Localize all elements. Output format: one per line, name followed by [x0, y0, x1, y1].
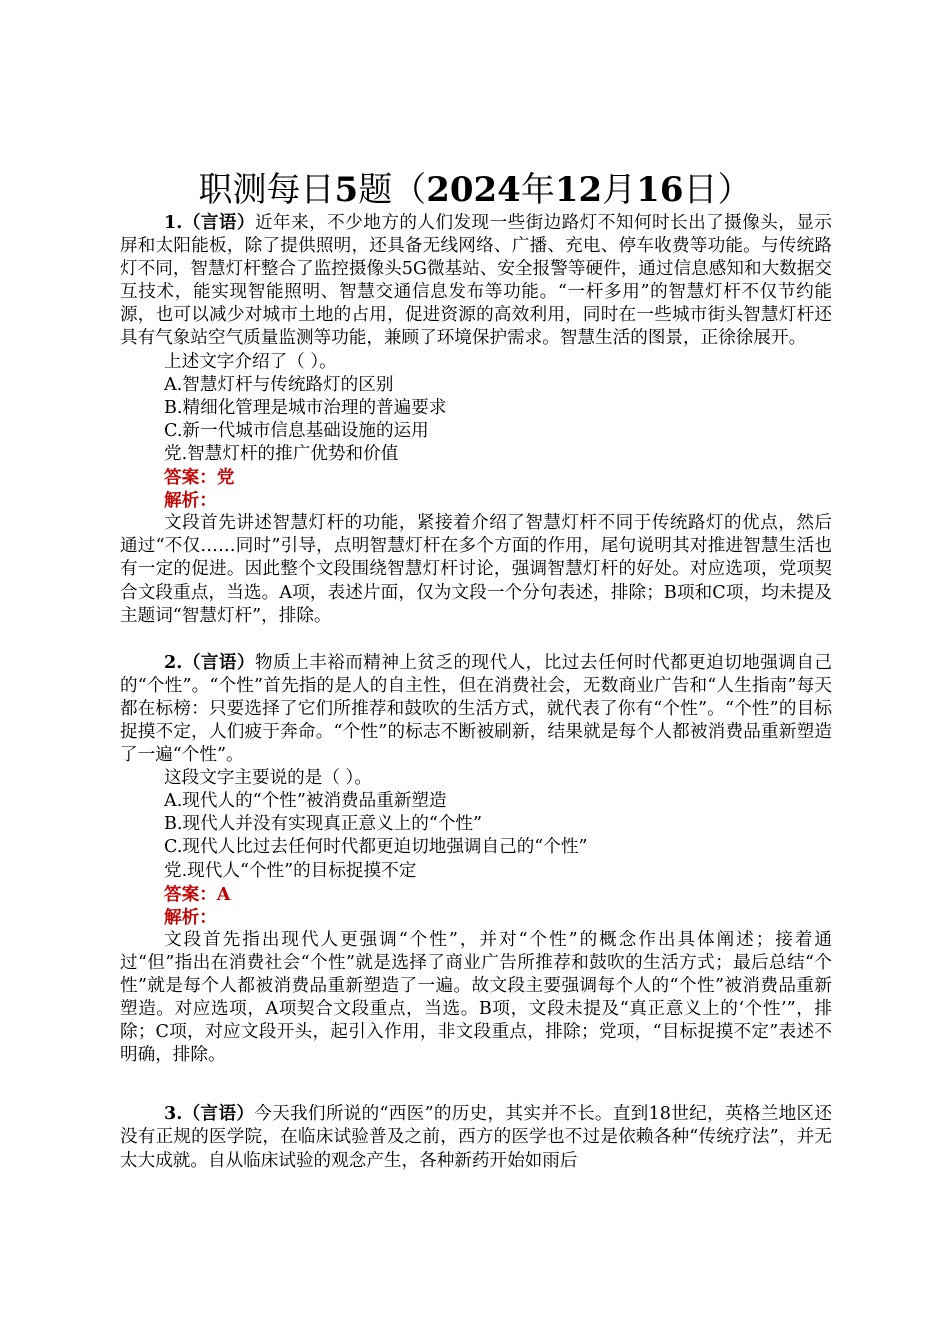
question-2-stem: [120, 651, 832, 767]
title-day: 16: [636, 170, 684, 210]
title-day-char: 日）: [683, 170, 752, 210]
question-3-text: 今天我们所说的“西医”的历史，其实并不长。直到18世纪，英格兰地区还没有正规的医学院，在临床试验普及之前，西方的医学也不过是依赖各种“传统疗法”，并无太大成就。自从临床试验的观念产生，各种新药开始如雨后: [120, 1104, 832, 1171]
question-3-stem: [120, 1102, 832, 1172]
question-2-option-a: A.现代人的“个性”被消费品重新塑造: [164, 791, 447, 812]
question-2-option-b: B.现代人并没有实现真正意义上的“个性”: [164, 814, 483, 835]
question-2-number: 2.（言语）: [164, 651, 255, 673]
question-1-answer: 答案：党: [164, 467, 235, 489]
question-2-option-d: 党.现代人“个性”的目标捉摸不定: [164, 860, 417, 881]
title-month-char: 月: [602, 170, 637, 210]
question-2-analysis: 文段首先指出现代人更强调“个性”，并对“个性”的概念作出具体阐述；接着通过“但”指出在消费社会“个性”就是选择了商业广告所推荐和鼓吹的生活方式；最后总结“个性”就是每个人都被消费品重新塑造了一遍。故文段主要强调每个人的“个性”被消费品重新塑造。对应选项，A项契合文段重点，当选。B项，文段未提及“真正意义上的‘个性’”，排除；C项，对应文段开头，起引入作用，非文段重点，排除；党项，“目标捉摸不定”表述不明确，排除。: [120, 929, 832, 1066]
question-1-prompt: 上述文字介绍了（ ）。: [164, 351, 337, 372]
question-1-option-b: B.精细化管理是城市治理的普遍要求: [164, 397, 447, 418]
title-mid: 题（: [358, 170, 427, 210]
title-year-char: 年: [520, 170, 555, 210]
questions-body: [120, 211, 832, 1173]
question-2-option-c: C.现代人比过去任何时代都更迫切地强调自己的“个性”: [164, 837, 588, 858]
question-1-analysis-label: 解析：: [164, 490, 217, 512]
question-1-option-c: C.新一代城市信息基础设施的运用: [164, 420, 429, 441]
question-1-stem: [120, 211, 832, 351]
question-1-text: 近年来，不少地方的人们发现一些街边路灯不知何时长出了摄像头，显示屏和太阳能板，除了提供照明，还具备无线网络、广播、充电、停车收费等功能。与传统路灯不同，智慧灯杆整合了监控摄像头5G微基站、安全报警等硬件，通过信息感知和大数据交互技术，能实现智能照明、智慧交通信息发布等功能。“一杆多用”的智慧灯杆不仅节约能源，也可以减少对城市土地的占用，促进资源的高效利用，同时在一些城市街头智慧灯杆还具有气象站空气质量监测等功能，兼顾了环境保护需求。智慧生活的图景，正徐徐展开。: [120, 213, 832, 349]
title-month: 12: [554, 170, 603, 210]
title-count: 5: [334, 170, 359, 210]
question-3-number: 3.（言语）: [164, 1103, 255, 1125]
question-2-answer: 答案：A: [164, 883, 231, 905]
question-2-prompt: 这段文字主要说的是（ ）。: [164, 768, 372, 789]
page-title: [0, 168, 950, 212]
title-year: 2024: [426, 170, 521, 210]
question-1-option-d: 党.智慧灯杆的推广优势和价值: [164, 443, 399, 464]
question-1-number: 1.（言语）: [164, 212, 255, 233]
question-2-analysis-label: 解析：: [164, 906, 217, 928]
question-2-text: 物质上丰裕而精神上贫乏的现代人，比过去任何时代都更迫切地强调自己的“个性”。“个性”首先指的是人的自主性，但在消费社会，无数商业广告和“人生指南”每天都在标榜：只要选择了它们所推荐和鼓吹的生活方式，就代表了你有“个性”。“个性”的目标捉摸不定，人们疲于奔命。“个性”的标志不断被刷新，结果就是每个人都被消费品重新塑造了一遍“个性”。: [120, 652, 832, 766]
title-prefix: 职测每日: [198, 170, 335, 210]
question-1-analysis: 文段首先讲述智慧灯杆的功能，紧接着介绍了智慧灯杆不同于传统路灯的优点，然后通过“不仅……同时”引导，点明智慧灯杆在多个方面的作用，尾句说明其对推进智慧生活也有一定的促进。因此整个文段围绕智慧灯杆讨论，强调智慧灯杆的好处。对应选项，党项契合文段重点，当选。A项，表述片面，仅为文段一个分句表述，排除；B项和C项，均未提及主题词“智慧灯杆”，排除。: [120, 513, 832, 626]
question-1-option-a: A.智慧灯杆与传统路灯的区别: [164, 374, 394, 395]
